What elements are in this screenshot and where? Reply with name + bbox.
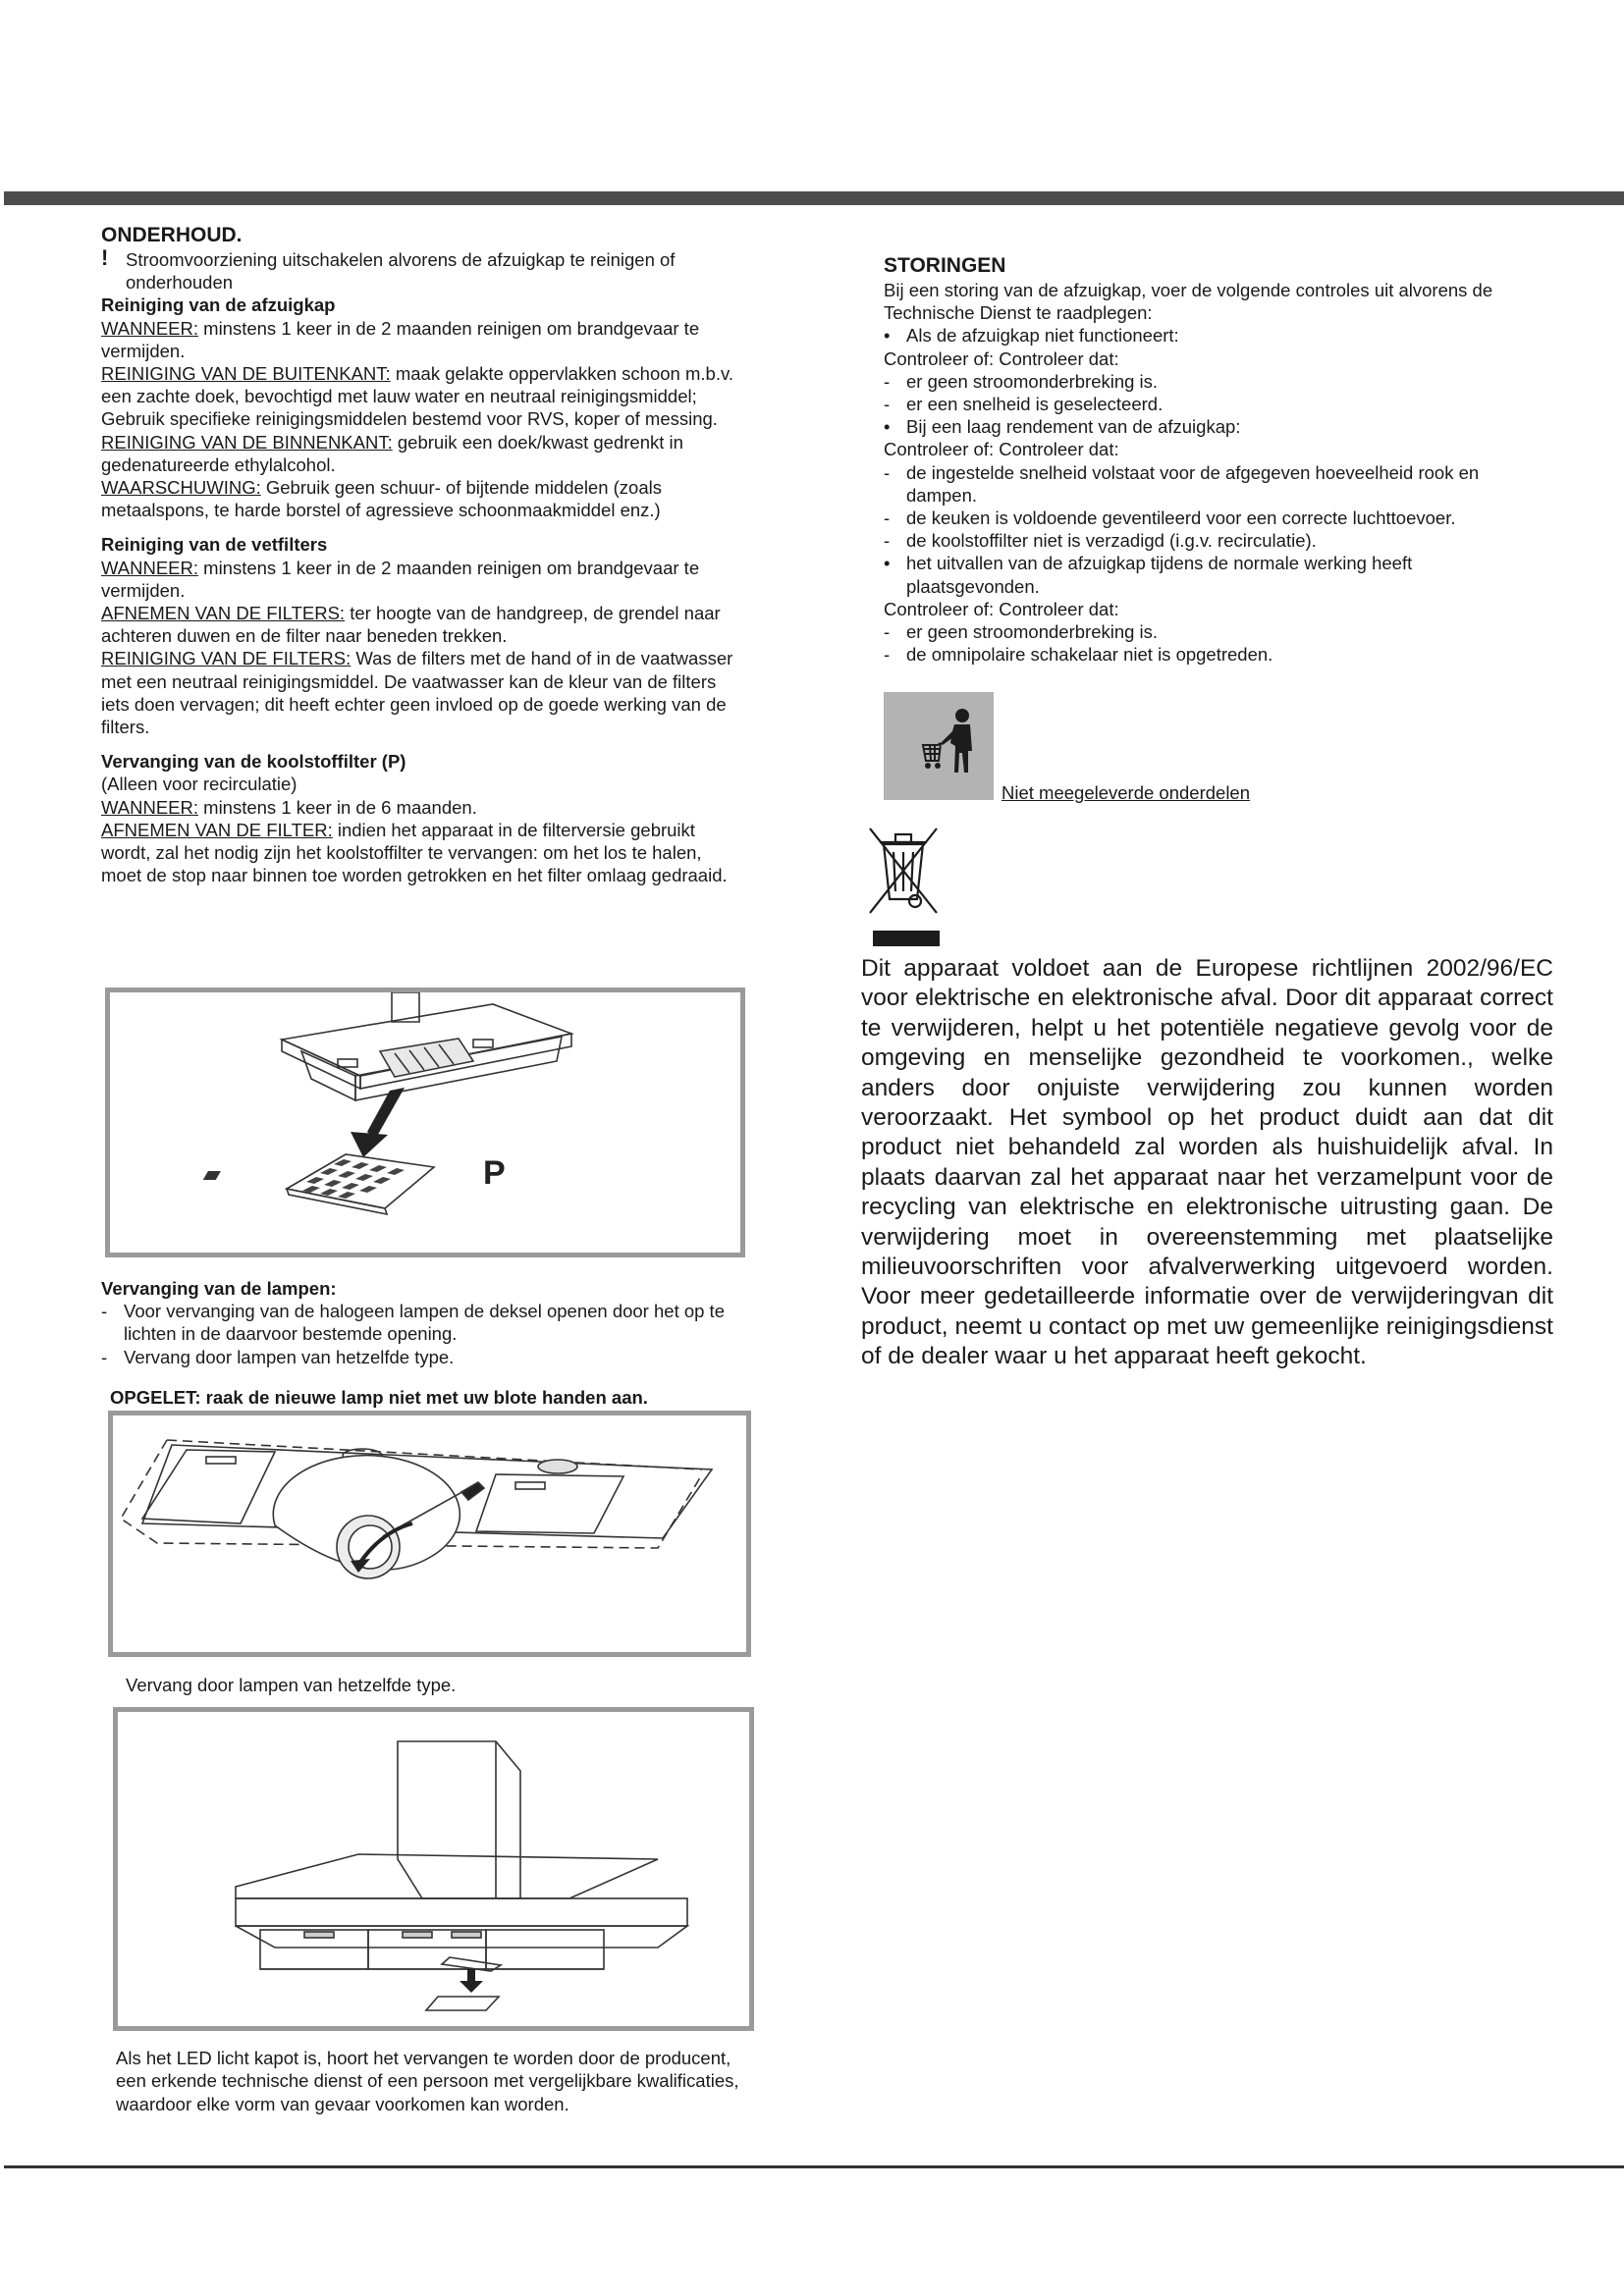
carbon-filter-title: Vervanging van de koolstoffilter (P) [101,751,406,773]
troubleshooting-line: - er geen stroomonderbreking is. [884,621,1159,643]
lamps-section [101,1277,749,1368]
power-warning [101,245,739,294]
grease-filters-title: Reiniging van de vetfilters [101,534,328,556]
troubleshooting-line: - er een snelheid is geselecteerd. [884,394,1164,415]
led-replacement-figure [113,1707,754,2031]
lamps-item-1: - Voor vervanging van de halogeen lampen de deksel openen door het op te lichten in de daarvoor bestemde opening. [101,1301,725,1345]
carbon-when: WANNEER: minstens 1 keer in de 6 maanden. [101,796,477,818]
shopping-cart-person-icon [884,692,994,800]
lamp-replacement-illustration [113,1415,746,1652]
maintenance-section [101,223,739,886]
hood-when: WANNEER: minstens 1 keer in de 2 maanden reinigen om brandgevaar te vermijden. [101,317,700,361]
grease-clean: REINIGING VAN DE FILTERS: Was de filters met de hand of in de vaatwasser met een neutraal reinigingsmiddel. De vaatwasser kan de kleur van de filters iets doen vervagen; dit heeft echter geen invloed op de goede werking van de filters. [101,648,733,738]
led-note: Als het LED licht kapot is, hoort het vervangen te worden door de producent, een erkende technische dienst of een persoon met vergelijkbare kwalificaties, waardoor elke vorm van gevaar voorkomen kan worden. [116,2048,739,2114]
weee-disposal-text: Dit apparaat voldoet aan de Europese richtlijnen 2002/96/EC voor elektrische en elektronische afval. Door dit apparaat correct te verwijderen, helpt u het potentiële negatieve gevolg voor de omgeving en menselijke gezondheid te voorkomen., welke anders door onjuiste verwijdering zou kunnen worden veroorzaakt. Het symbool op het product duidt aan dat dit product niet behandeld zal worden als huishuidelijk afval. In plaats daarvan zal het apparaat naar het verzamelpunt voor de recycling van elektrische en elektronische uitrusting gaan. De verwijdering moet in overeenstemming met plaatselijke milieuvoorschriften voor afvalverwerking uitgevoerd worden. Voor meer gedetailleerde informatie over de verwijderingvan dit product, neemt u contact op met uw gemeenlijke reinigingsdienst of de dealer waar u het apparaat heeft gekocht. [861,955,1553,1370]
parts-not-supplied-image [884,692,994,800]
troubleshooting-line: - de omnipolaire schakelaar niet is opgetreden. [884,644,1273,666]
lamp-replacement-figure [108,1411,751,1657]
troubleshooting-line: • Als de afzuigkap niet functioneert: [884,325,1179,347]
troubleshooting-list [884,324,1542,666]
hood-cleaning-title: Reiniging van de afzuigkap [101,294,336,316]
carbon-filter-figure [105,988,745,1257]
crossed-bin-icon [862,823,946,952]
lamp-caution: OPGELET: raak de nieuwe lamp niet met uw blote handen aan. [110,1387,648,1408]
troubleshooting-line: • Bij een laag rendement van de afzuigkap: [884,416,1241,438]
grease-when: WANNEER: minstens 1 keer in de 2 maanden reinigen om brandgevaar te vermijden. [101,557,700,601]
troubleshooting-line: - er geen stroomonderbreking is. [884,370,1159,392]
replace-note: Vervang door lampen van hetzelfde type. [126,1675,457,1695]
lamps-item-2: - Vervang door lampen van hetzelfde type. [101,1346,455,1367]
carbon-remove: AFNEMEN VAN DE FILTER: indien het apparaat in de filterversie gebruikt wordt, zal het nodig zijn het koolstoffilter te vervangen: om het los te halen, moet de stop naar binnen toe worden getrokken en het filter omlaag gedraaid. [101,819,728,886]
troubleshooting-line: - de koolstoffilter niet is verzadigd (i.g.v. recirculatie). [884,530,1317,552]
filter-label: P [483,1154,506,1192]
carbon-filter-illustration [110,992,740,1253]
troubleshooting-line: Controleer of: Controleer dat: [884,347,1119,369]
top-divider-bar [4,191,1624,205]
hood-led-illustration [118,1712,749,2026]
filter-grid [302,1159,405,1199]
hood-outside: REINIGING VAN DE BUITENKANT: maak gelakte oppervlakken schoon m.b.v. een zachte doek, bevochtigd met lauw water en neutraal reinigingsmiddel; Gebruik specifieke reinigingsmiddelen bestemd voor RVS, koper of messing. [101,363,733,430]
power-warning-text: Stroomvoorziening uitschakelen alvorens de afzuigkap te reinigen of onderhouden [126,249,676,294]
warning-icon: ! [101,245,109,270]
carbon-note: (Alleen voor recirculatie) [101,774,298,795]
weee-symbol [862,823,946,952]
maintenance-title: ONDERHOUD. [101,224,243,246]
parts-not-supplied-label: Niet meegeleverde onderdelen [1001,782,1251,803]
lamps-title: Vervanging van de lampen: [101,1278,337,1299]
troubleshooting-title: STORINGEN [884,254,1006,277]
troubleshooting-line: - de ingestelde snelheid volstaat voor de afgegeven hoeveelheid rook en dampen. [884,461,1480,506]
troubleshooting-line: Controleer of: Controleer dat: [884,598,1119,619]
troubleshooting-section [884,253,1542,666]
hood-caution: WAARSCHUWING: Gebruik geen schuur- of bijtende middelen (zoals metaalspons, te harde borstel of agressieve schoonmaakmiddel enz.) [101,477,662,521]
troubleshooting-line: • het uitvallen van de afzuigkap tijdens de normale werking heeft plaatsgevonden. [884,553,1413,597]
grease-remove: AFNEMEN VAN DE FILTERS: ter hoogte van de handgreep, de grendel naar achteren duwen en de filter naar beneden trekken. [101,603,721,647]
troubleshooting-intro: Bij een storing van de afzuigkap, voer de volgende controles uit alvorens de Technische Dienst te raadplegen: [884,280,1493,324]
bottom-divider-line [4,2165,1624,2168]
troubleshooting-line: Controleer of: Controleer dat: [884,439,1119,460]
troubleshooting-line: - de keuken is voldoende geventileerd voor een correcte luchttoevoer. [884,507,1456,529]
hood-inside: REINIGING VAN DE BINNENKANT: gebruik een doek/kwast gedrenkt in gedenatureerde ethylalcohol. [101,431,683,475]
